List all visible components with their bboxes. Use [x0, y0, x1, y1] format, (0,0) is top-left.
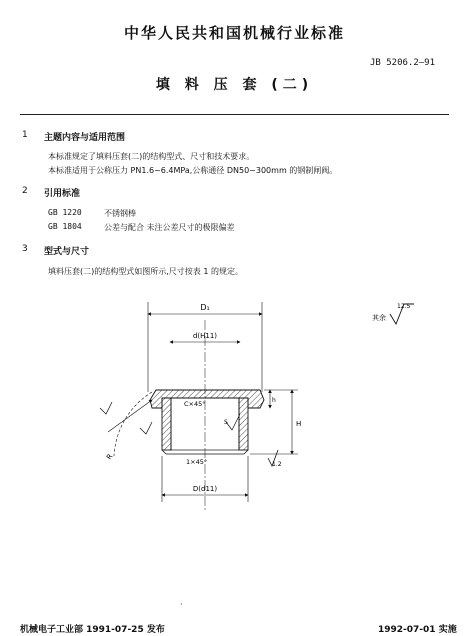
d1-dimension-label: D₁	[200, 303, 210, 312]
section-3-title: 型式与尺寸	[44, 247, 90, 257]
section-1-number: 1	[22, 130, 28, 140]
reference-name: 公差与配合 未注公差尺寸的极限偏差	[104, 223, 235, 232]
radius-label: R	[105, 452, 115, 462]
surface-note-label: 其余	[372, 314, 386, 322]
section-2-title: 引用标准	[44, 189, 81, 199]
bottom-chamfer-label: 1×45°	[186, 458, 208, 466]
section-3-paragraph: 填料压套(二)的结构型式如图所示,尺寸按表 1 的规定。	[48, 267, 243, 276]
height-label: H	[296, 420, 302, 428]
reference-name: 不锈钢棒	[104, 209, 136, 218]
implementation-date: 1992-07-01 实施	[378, 625, 457, 635]
inner-diameter-label: d(H11)	[192, 332, 218, 340]
section-2-number: 2	[22, 186, 28, 196]
section-1-paragraph-2: 本标准适用于公称压力 PN1.6~6.4MPa,公称通径 DN50~300mm 的钢制闸阀。	[48, 166, 338, 175]
page-marker: ·	[180, 600, 183, 609]
reference-code: GB 1220	[48, 208, 82, 217]
roughness-value-label: 12.5	[397, 303, 411, 310]
standard-title: 中华人民共和国机械行业标准	[123, 24, 345, 42]
flange-thickness-label: h	[272, 397, 276, 404]
issued-by: 机械电子工业部 1991-07-25 发布	[20, 625, 165, 635]
section-1-title: 主题内容与适用范围	[44, 133, 126, 143]
local-roughness-label: 1.2	[272, 461, 282, 468]
outer-diameter-label: D(d11)	[192, 485, 218, 493]
standard-number: JB 5206.2—91	[370, 58, 436, 68]
section-1-paragraph-1: 本标准规定了填料压套(二)的结构型式、尺寸和技术要求。	[48, 152, 255, 161]
section-3-number: 3	[22, 244, 28, 254]
surface-s-label: S	[224, 419, 228, 426]
surface-roughness-symbol	[372, 303, 414, 324]
top-chamfer-label: C×45°	[184, 400, 206, 408]
reference-code: GB 1804	[48, 222, 82, 231]
document-title: 填 料 压 套 (二)	[155, 77, 314, 93]
packing-gland-drawing	[0, 280, 469, 520]
header-divider	[20, 114, 449, 115]
